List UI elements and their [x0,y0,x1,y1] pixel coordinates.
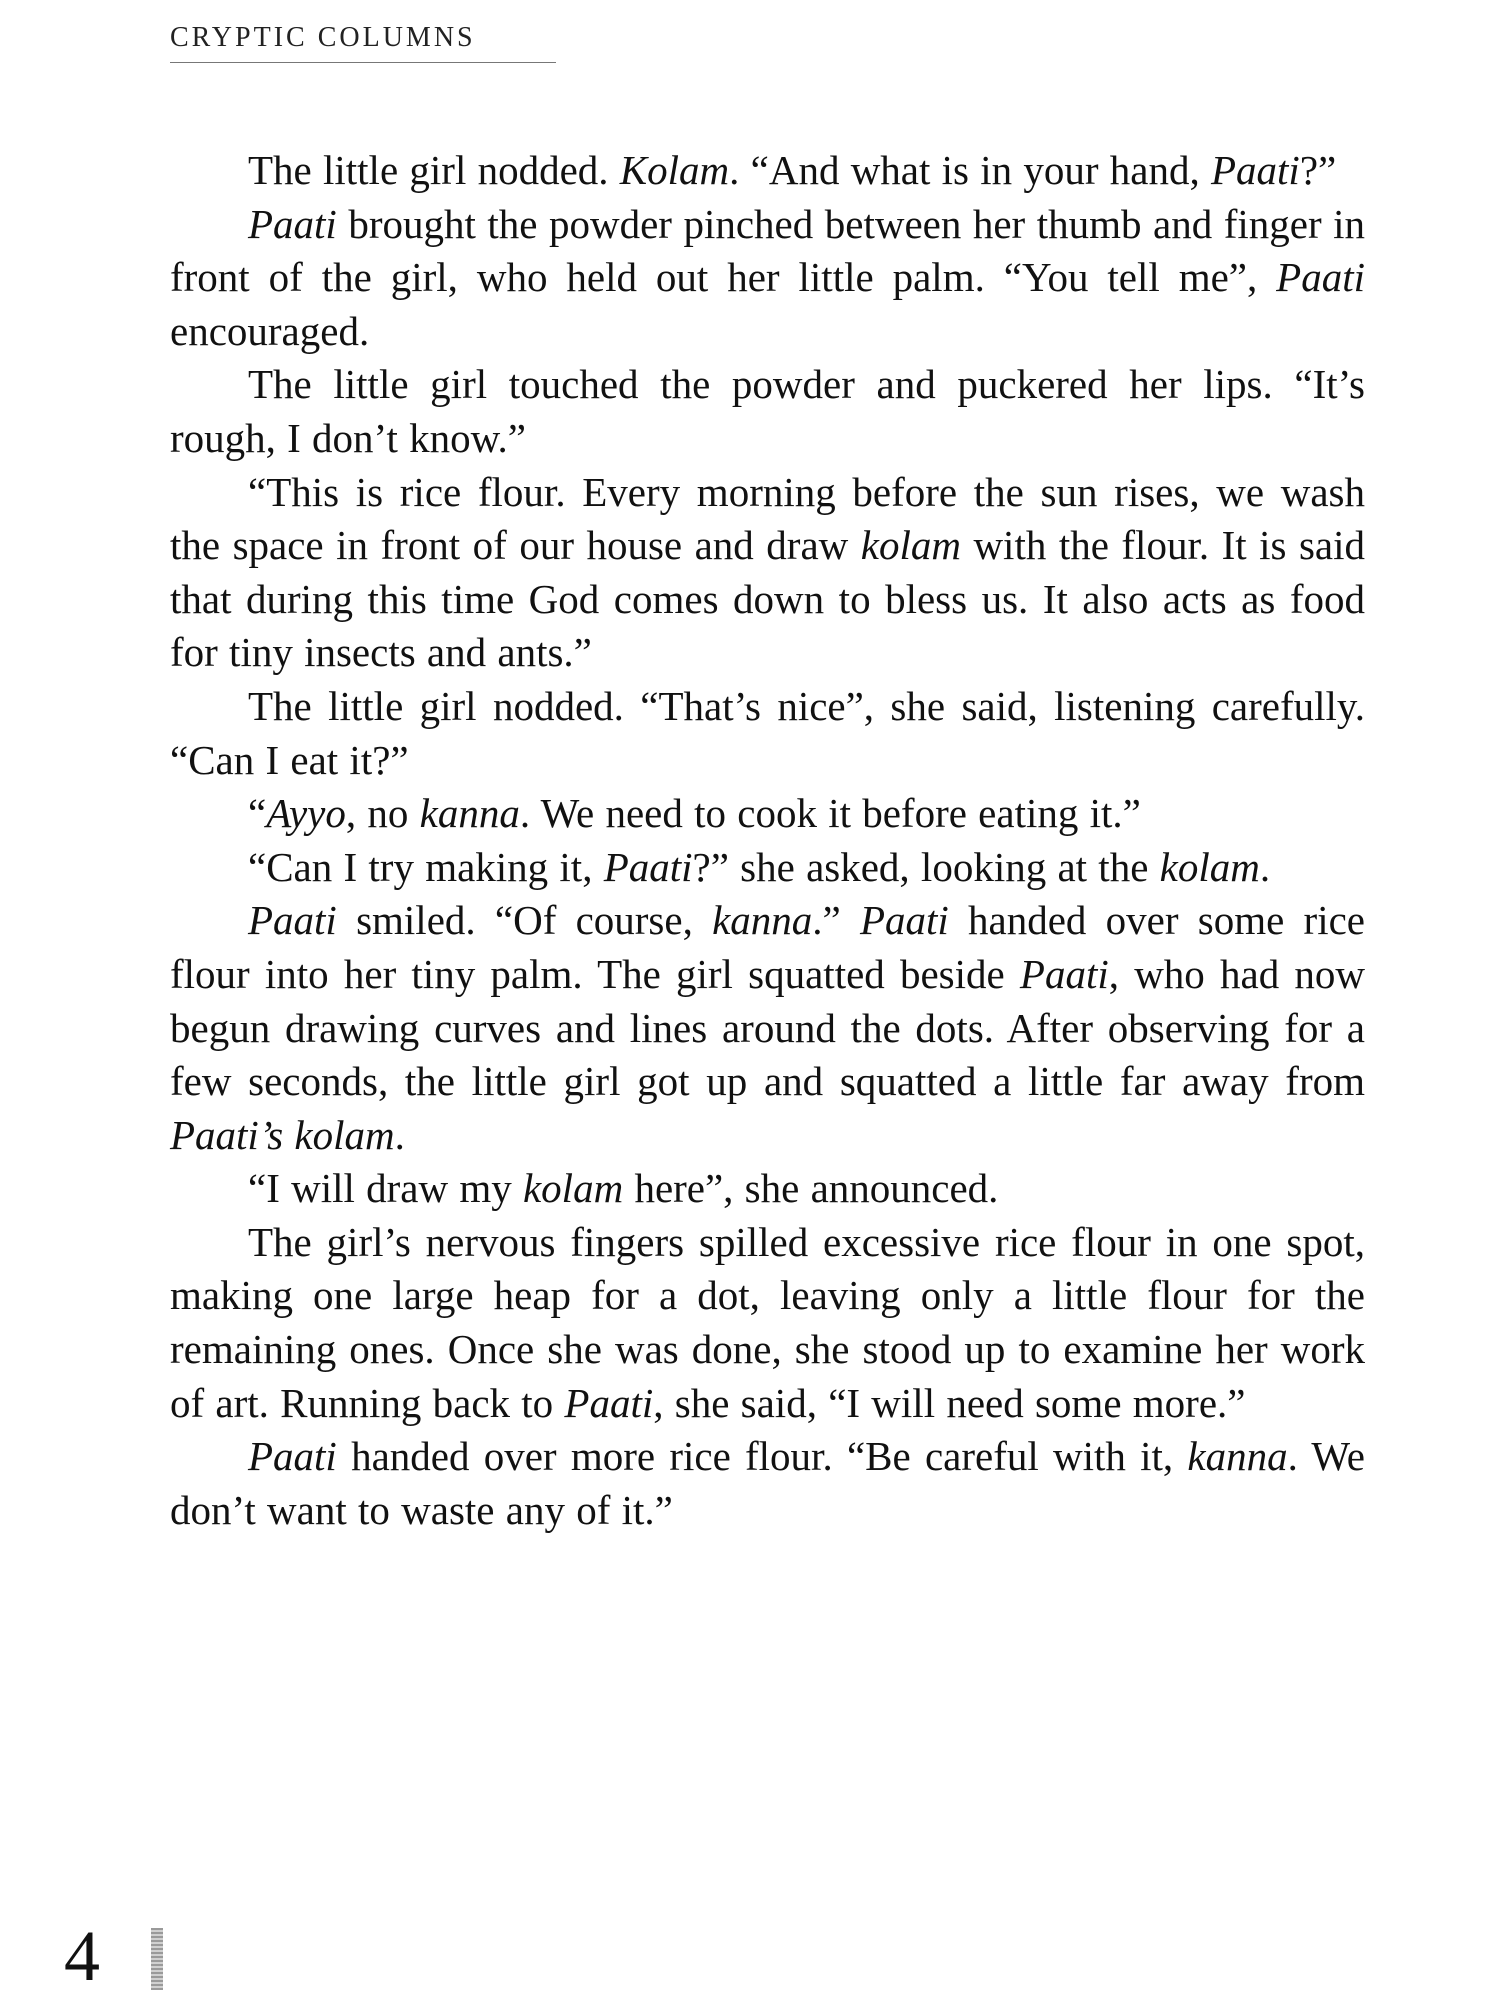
page-number-bar [151,1928,163,1990]
italic-term: Ayyo [266,790,346,837]
italic-term: Paati [1276,254,1365,301]
italic-term: kolam [1159,843,1260,890]
italic-term: Paati [603,843,693,890]
italic-term: kanna [419,790,520,837]
paragraph: “This is rice flour. Every morning before the sun rises, we wash the space in front of our house and draw kolam with the flour. It is said that during this time God comes down to bless us. It also acts as food for tiny insects and ants.” [170,468,1365,676]
italic-term: Paati [564,1379,654,1426]
paragraph: The girl’s nervous fingers spilled excessive rice flour in one spot, making one large heap for a dot, leaving only a little flour for the remaining ones. Once she was done, she stood up to examine her work of art. Running back to Paati, she said, “I will need some more.” [170,1218,1365,1426]
paragraph: “Can I try making it, Paati?” she asked, looking at the kolam. [248,843,1271,890]
paragraph: “I will draw my kolam here”, she announced. [248,1165,999,1212]
italic-term: Paati’s kolam [170,1111,395,1158]
running-head-rule [170,62,556,63]
italic-term: Paati [859,897,949,944]
page-number: 4 [64,1916,100,1996]
paragraph: The little girl touched the powder and puckered her lips. “It’s rough, I don’t know.” [170,361,1365,461]
paragraph: The little girl nodded. Kolam. “And what is in your hand, Paati?” [248,147,1337,193]
italic-term: kolam [860,522,961,569]
italic-term: Paati [248,1433,337,1480]
paragraph: Paati smiled. “Of course, kanna.” Paati handed over some rice flour into her tiny palm. The girl squatted beside Paati, who had now begun drawing curves and lines around the dots. After observing for a few seconds, the little girl got up and squatted a little far away from Paati’s kolam. [170,897,1366,1158]
italic-term: Paati [1019,950,1109,997]
italic-term: kolam [522,1165,624,1212]
paragraph: Paati brought the powder pinched between her thumb and finger in front of the girl, who held out her little palm. “You tell me”, Paati encouraged. [170,200,1365,354]
running-head-title: CRYPTIC COLUMNS [170,22,476,53]
paragraph: The little girl nodded. “That’s nice”, she said, listening carefully. “Can I eat it?” [170,682,1365,783]
italic-term: Paati [1210,147,1300,193]
italic-term: Paati [248,200,337,247]
italic-term: Kolam [619,147,730,193]
italic-term: kanna [712,897,813,944]
body-text [170,144,1365,1537]
italic-term: Paati [248,897,337,944]
paragraph: Paati handed over more rice flour. “Be careful with it, kanna. We don’t want to waste any of it.” [170,1433,1365,1533]
paragraph: “Ayyo, no kanna. We need to cook it before eating it.” [248,790,1141,837]
italic-term: kanna [1187,1433,1288,1480]
